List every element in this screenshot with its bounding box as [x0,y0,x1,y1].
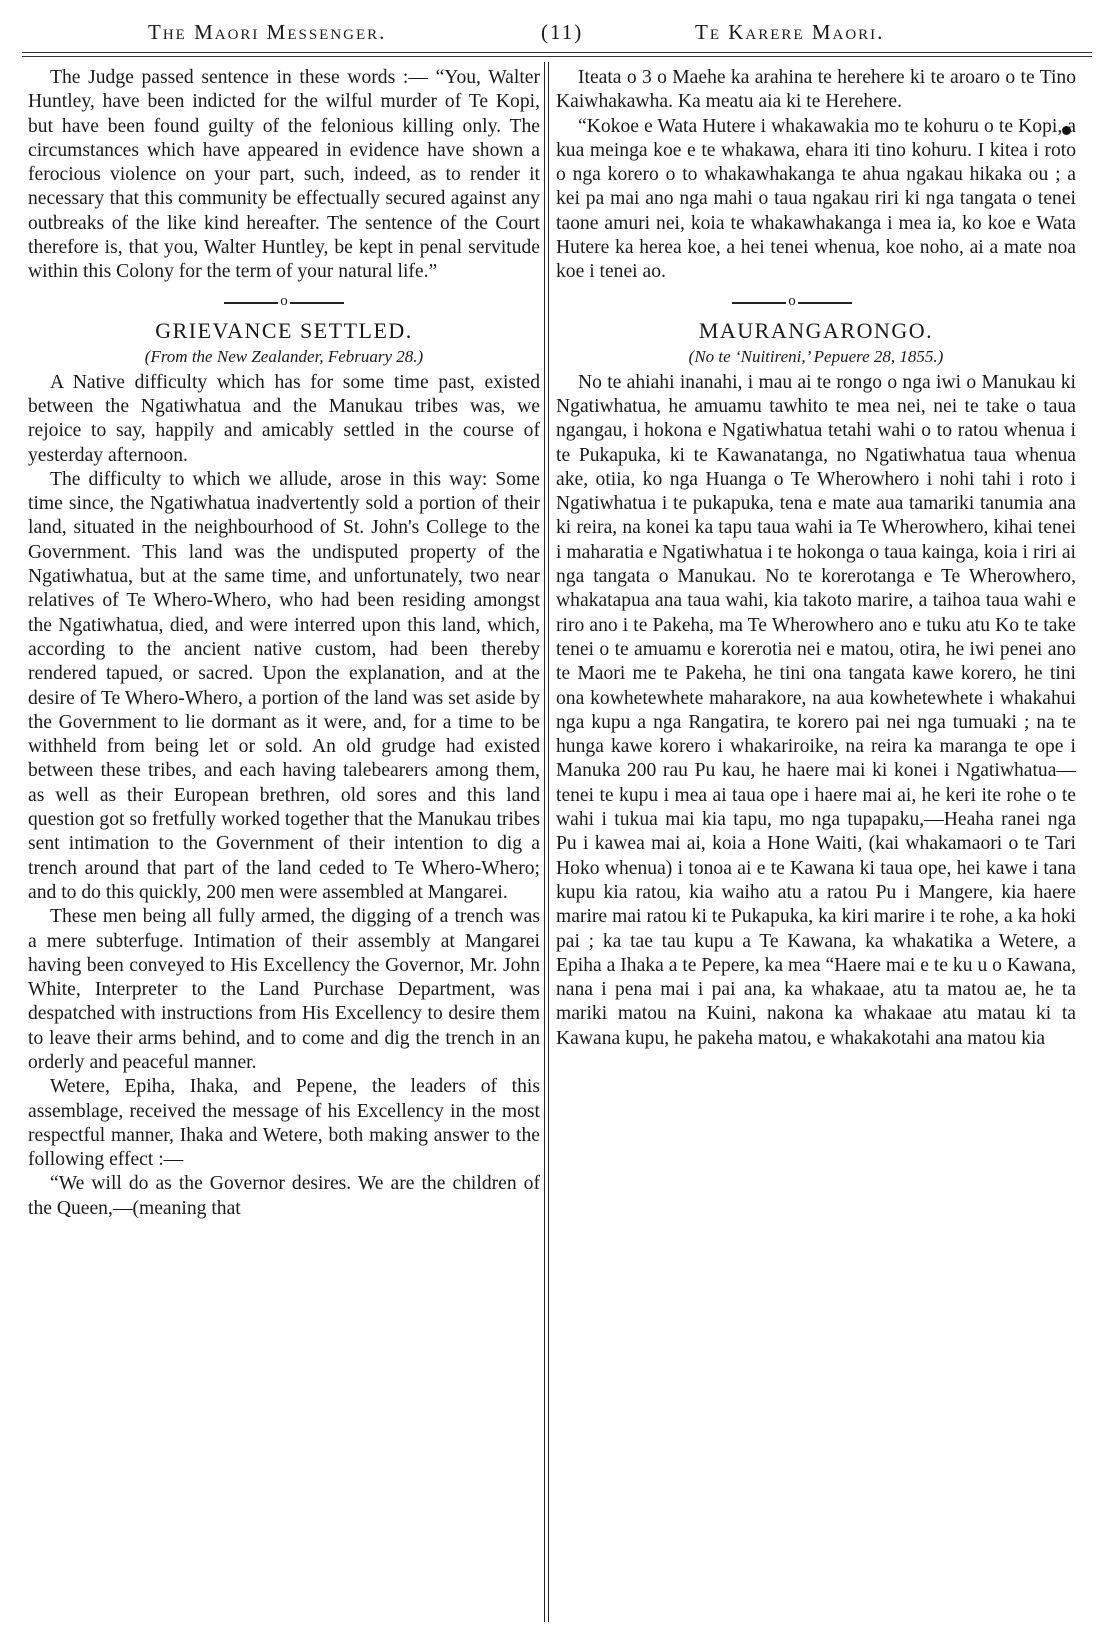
page-number: (11) [541,20,584,44]
running-head-maori-title: Te Karere Maori. [695,20,885,44]
article-paragraph-maori: No te ahiahi inanahi, i mau ai te rongo o nga iwi o Manukau ki Ngatiwhatua, he amuamu tawhito te mea nei, nei te take o taua ngangau, i hokona e Ngatiwhatua tetahi wahi o to ratou whenua i te Pukapuka, ki te Kawanatanga, no Ngatiwhatua taua whenua ake, otiia, ko nga Huanga o Te Wherowhero i nohi tahi i roto i Ngatiwhatua i te pukapuka, tena e mate aua tamariki tanumia ana ki reira, na konei ka tapu taua wahi ia Te Wherowhero, kihai tenei i maharatia e Ngatiwhatua i te hokonga o taua kainga, koia i riri ai nga tangata o Manukau. No te korerotanga e Te Wherowhero, whakatapua ana taua wahi, kia takoto marire, a taihoa taua wahi e riro ano i te Pakeha, ma Te Wherowhero ano e tuku atu Ko te take tenei o te amuamu e korerotia nei e matou, otira, he iwi penei ano te Maori me te Pakeha, he tini ona tangata kawe korero, he tini ona kowhetewhete maharakore, na aua kowhetewhete i whakahui nga kupu a nga Rangatira, te korero pai nei nga tumuaki ; na te hunga kawe korero i whakariroike, na reira ka maranga te ope i Manuka 200 rau Pu kau, he haere mai ki konei i Ngatiwhatua—tenei te kupu i mea ai taua ope i haere mai ai, he keri ite rohe o te wahi i tukua mai kia tapu, mo nga tupapaku,—Heaha ranei nga Pu i kawea mai ai, koia a Hone Waiti, (kai whakamaori o te Tari Hoko whenua) i tonoa ai e te Kawana ki taua ope, hei kawe i tana kupu kia ratou, kia waiho atu a ratou Pu i Mangere, kia haere marire mai ratou ki te Pukapuka, ka kiri marire i te rohe, a ka hoki pai ; ka tae tau kupu a Te Kawana, ka whakatika a Wetere, a Epiha a Ihaka a te Pepere, ka mea “Haere mai e te ku u o Kawana, nana i pena mai i pai ana, ka whakaae, atu ta matou ae, he ta mariki matou na Kuini, nakona ka whakaae atu matau ki ta Kawana kupu, he pakeha matou, e whakakotahi ana matou kia [556,371,1076,1049]
article-paragraph: These men being all fully armed, the digging of a trench was a mere subterfuge. Intimation of their assembly at Mangarei having been conveyed to His Excellency the Governor, Mr. John White, Interpreter to the Land Purchase Department, was despatched with instructions from His Excellency to desire them to leave their arms behind, and to come and dig the trench in an orderly and peaceful manner. [28,906,540,1073]
section-separator [28,291,540,313]
section-separator [556,291,1076,313]
article-paragraph: A Native difficulty which has for some time past, existed between the Ngatiwhatua and the Manukau tribes was, we rejoice to say, happily and amicably settled in the course of yesterday afternoon. [28,371,540,466]
article-paragraph: The difficulty to which we allude, arose in this way: Some time since, the Ngatiwhatua inadvertently sold a portion of their land, situated in the neighbourhood of St. John's College to the Government. This land was the undisputed property of the Ngatiwhatua, but at the same time, and unfortunately, two near relatives of Te Whero-Whero, who had been residing amongst the Ngatiwhatua, died, and were interred upon this land, which, according to the ancient native custom, had been thereby rendered tapued, or sacred. Upon the explanation, and at the desire of Te Whero-Whero, a portion of the land was set aside by the Government to lie dormant as it were, and, for a time to be withheld from being let or sold. An old grudge had existed between these tribes, and each having talebearers among them, as well as their European brethren, old sores and this land question got so fretfully worked together that the Manukau tribes sent intimation to the Government of their intention to dig a trench around that part of the land ceded to Te Whero-Whero; and to do this quickly, 200 men were assembled at Mangarei. [28,468,540,903]
header-rule-bottom [22,56,1092,57]
english-column [28,66,540,1221]
separator-ornament: o [280,292,288,309]
article-paragraph: “We will do as the Governor desires. We are the children of the Queen,—(meaning that [28,1173,540,1219]
article-paragraph: Wetere, Epiha, Ihaka, and Pepene, the leaders of this assemblage, received the message of his Excellency in the most respectful manner, Ihaka and Wetere, both making answer to the following effect :— [28,1076,540,1171]
column-divider-left-line [544,62,545,1622]
separator-line-left [224,302,278,304]
maori-column [556,66,1076,1051]
running-head-english-title: The Maori Messenger. [148,20,387,44]
column-divider-right-line [548,62,549,1622]
article-dateline: (From the New Zealander, February 28.) [144,346,424,366]
separator-line-right [798,302,852,304]
court-sentence-quote-maori: “Kokoe e Wata Hutere i whakawakia mo te kohuru o te Kopi, a kua meinga koe e te whakawa, ehara iti tino kohuru. I kitea i roto o nga korero o to whakawhakanga te ahua ngakau hikaka ou ; a kei pa mai ano nga mahi o taua ngakau riri ki nga tangata o tenei taone amuri nei, koia te whakawhakanga i mea ia, ko koe e Wata Hutere ka herea koe, a hei tenei whenua, koe noho, ai a mate noa koe i tenei ao. [556,115,1076,283]
separator-ornament: o [788,292,796,309]
separator-line-right [290,302,344,304]
separator-line-left [732,302,786,304]
article-heading: GRIEVANCE SETTLED. [155,317,413,343]
article-dateline-maori: (No te ‘Nuitireni,’ Pepuere 28, 1855.) [688,346,944,366]
running-head [0,14,1114,48]
header-rule-top [22,52,1092,53]
article-heading-maori: MAURANGARONGO. [698,317,934,343]
court-sentence-paragraph-maori: Iteata o 3 o Maehe ka arahina te herehere ki te aroaro o te Tino Kaiwhakawha. Ka meatu aia ki te Herehere. [556,67,1076,113]
court-sentence-paragraph: The Judge passed sentence in these words :— “You, Walter Huntley, have been indicted for the wilful murder of Te Kopi, but have been found guilty of the felonious killing only. The circumstances which have appeared in evidence have shown a ferocious violence on your part, such, indeed, as to render it necessary that this community be effectually secured against any outbreaks of the like kind hereafter. The sentence of the Court therefore is, that you, Walter Huntley, be kept in penal servitude within this Colony for the term of your natural life.” [28,67,540,283]
